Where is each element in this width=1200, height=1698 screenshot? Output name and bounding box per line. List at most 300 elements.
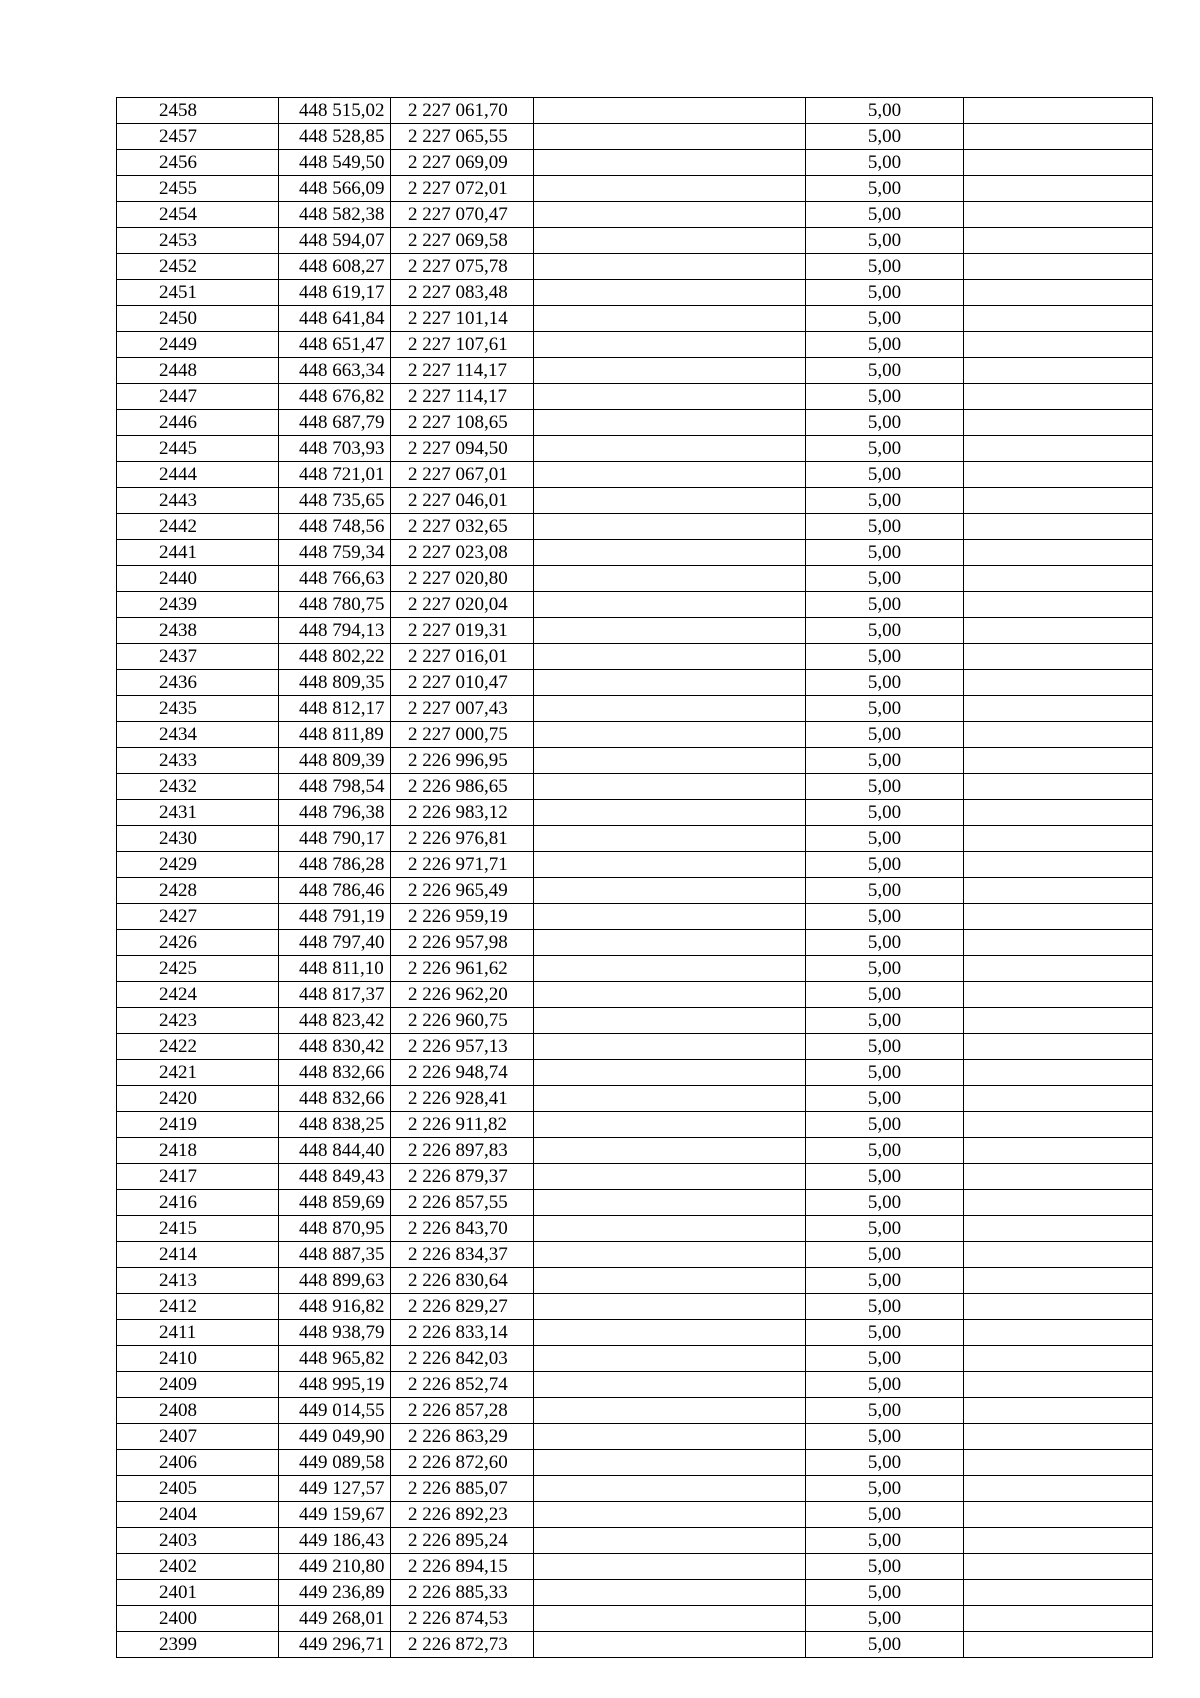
empty-cell [964, 774, 1153, 800]
empty-cell [534, 1190, 806, 1216]
empty-cell [534, 1216, 806, 1242]
x-coordinate-cell: 448 549,50 [279, 150, 391, 176]
table-row [117, 670, 1153, 696]
value-cell: 5,00 [806, 1554, 964, 1580]
value-cell: 5,00 [806, 722, 964, 748]
point-number-cell: 2447 [117, 384, 279, 410]
x-coordinate-cell: 448 766,63 [279, 566, 391, 592]
x-coordinate-cell: 448 817,37 [279, 982, 391, 1008]
value-cell: 5,00 [806, 1632, 964, 1658]
point-number-cell: 2440 [117, 566, 279, 592]
value-cell: 5,00 [806, 436, 964, 462]
table-row [117, 930, 1153, 956]
point-number-cell: 2430 [117, 826, 279, 852]
empty-cell [534, 1242, 806, 1268]
empty-cell [534, 1580, 806, 1606]
x-coordinate-cell: 448 582,38 [279, 202, 391, 228]
empty-cell [964, 1554, 1153, 1580]
y-coordinate-cell: 2 226 833,14 [391, 1320, 534, 1346]
empty-cell [534, 124, 806, 150]
x-coordinate-cell: 448 566,09 [279, 176, 391, 202]
value-cell: 5,00 [806, 202, 964, 228]
y-coordinate-cell: 2 227 061,70 [391, 98, 534, 124]
empty-cell [534, 1008, 806, 1034]
value-cell: 5,00 [806, 176, 964, 202]
x-coordinate-cell: 448 797,40 [279, 930, 391, 956]
value-cell: 5,00 [806, 1606, 964, 1632]
empty-cell [534, 1268, 806, 1294]
x-coordinate-cell: 448 651,47 [279, 332, 391, 358]
point-number-cell: 2431 [117, 800, 279, 826]
value-cell: 5,00 [806, 358, 964, 384]
table-row [117, 254, 1153, 280]
empty-cell [964, 982, 1153, 1008]
y-coordinate-cell: 2 226 897,83 [391, 1138, 534, 1164]
value-cell: 5,00 [806, 254, 964, 280]
point-number-cell: 2414 [117, 1242, 279, 1268]
point-number-cell: 2418 [117, 1138, 279, 1164]
x-coordinate-cell: 448 528,85 [279, 124, 391, 150]
point-number-cell: 2437 [117, 644, 279, 670]
point-number-cell: 2417 [117, 1164, 279, 1190]
empty-cell [534, 410, 806, 436]
table-row [117, 1034, 1153, 1060]
y-coordinate-cell: 2 227 075,78 [391, 254, 534, 280]
point-number-cell: 2445 [117, 436, 279, 462]
table-row [117, 1398, 1153, 1424]
table-row [117, 98, 1153, 124]
empty-cell [534, 878, 806, 904]
empty-cell [534, 332, 806, 358]
x-coordinate-cell: 448 687,79 [279, 410, 391, 436]
empty-cell [534, 1606, 806, 1632]
point-number-cell: 2408 [117, 1398, 279, 1424]
x-coordinate-cell: 448 608,27 [279, 254, 391, 280]
x-coordinate-cell: 448 995,19 [279, 1372, 391, 1398]
x-coordinate-cell: 449 210,80 [279, 1554, 391, 1580]
empty-cell [534, 254, 806, 280]
table-row [117, 1216, 1153, 1242]
empty-cell [534, 1632, 806, 1658]
empty-cell [964, 1476, 1153, 1502]
point-number-cell: 2438 [117, 618, 279, 644]
x-coordinate-cell: 448 830,42 [279, 1034, 391, 1060]
point-number-cell: 2420 [117, 1086, 279, 1112]
table-row [117, 1502, 1153, 1528]
point-number-cell: 2454 [117, 202, 279, 228]
value-cell: 5,00 [806, 384, 964, 410]
empty-cell [964, 1424, 1153, 1450]
value-cell: 5,00 [806, 1034, 964, 1060]
x-coordinate-cell: 448 721,01 [279, 462, 391, 488]
empty-cell [534, 670, 806, 696]
x-coordinate-cell: 448 811,10 [279, 956, 391, 982]
y-coordinate-cell: 2 227 072,01 [391, 176, 534, 202]
table-row [117, 618, 1153, 644]
value-cell: 5,00 [806, 306, 964, 332]
empty-cell [964, 384, 1153, 410]
x-coordinate-cell: 448 812,17 [279, 696, 391, 722]
empty-cell [964, 852, 1153, 878]
empty-cell [964, 1502, 1153, 1528]
point-number-cell: 2453 [117, 228, 279, 254]
empty-cell [964, 358, 1153, 384]
x-coordinate-cell: 448 786,46 [279, 878, 391, 904]
point-number-cell: 2449 [117, 332, 279, 358]
y-coordinate-cell: 2 226 948,74 [391, 1060, 534, 1086]
empty-cell [964, 644, 1153, 670]
empty-cell [964, 332, 1153, 358]
x-coordinate-cell: 448 938,79 [279, 1320, 391, 1346]
empty-cell [964, 124, 1153, 150]
table-row [117, 1190, 1153, 1216]
empty-cell [964, 878, 1153, 904]
empty-cell [964, 566, 1153, 592]
value-cell: 5,00 [806, 852, 964, 878]
table-row [117, 488, 1153, 514]
empty-cell [534, 1450, 806, 1476]
y-coordinate-cell: 2 226 976,81 [391, 826, 534, 852]
empty-cell [534, 462, 806, 488]
empty-cell [534, 1112, 806, 1138]
empty-cell [534, 1554, 806, 1580]
table-row [117, 1424, 1153, 1450]
x-coordinate-cell: 448 748,56 [279, 514, 391, 540]
table-row [117, 1294, 1153, 1320]
empty-cell [534, 1476, 806, 1502]
empty-cell [964, 1528, 1153, 1554]
empty-cell [534, 956, 806, 982]
x-coordinate-cell: 448 703,93 [279, 436, 391, 462]
point-number-cell: 2439 [117, 592, 279, 618]
x-coordinate-cell: 449 089,58 [279, 1450, 391, 1476]
value-cell: 5,00 [806, 566, 964, 592]
table-row [117, 462, 1153, 488]
x-coordinate-cell: 448 965,82 [279, 1346, 391, 1372]
table-row [117, 1346, 1153, 1372]
table-row [117, 332, 1153, 358]
empty-cell [964, 1138, 1153, 1164]
x-coordinate-cell: 448 802,22 [279, 644, 391, 670]
empty-cell [964, 618, 1153, 644]
table-row [117, 1320, 1153, 1346]
empty-cell [964, 1268, 1153, 1294]
value-cell: 5,00 [806, 904, 964, 930]
x-coordinate-cell: 448 859,69 [279, 1190, 391, 1216]
point-number-cell: 2423 [117, 1008, 279, 1034]
table-row [117, 956, 1153, 982]
empty-cell [534, 1086, 806, 1112]
empty-cell [534, 1528, 806, 1554]
table-row [117, 1242, 1153, 1268]
table-row [117, 644, 1153, 670]
y-coordinate-cell: 2 226 843,70 [391, 1216, 534, 1242]
x-coordinate-cell: 448 832,66 [279, 1060, 391, 1086]
empty-cell [534, 150, 806, 176]
point-number-cell: 2448 [117, 358, 279, 384]
table-row [117, 592, 1153, 618]
x-coordinate-cell: 448 791,19 [279, 904, 391, 930]
empty-cell [964, 1164, 1153, 1190]
y-coordinate-cell: 2 226 961,62 [391, 956, 534, 982]
y-coordinate-cell: 2 226 959,19 [391, 904, 534, 930]
y-coordinate-cell: 2 226 852,74 [391, 1372, 534, 1398]
point-number-cell: 2403 [117, 1528, 279, 1554]
empty-cell [534, 540, 806, 566]
empty-cell [534, 1034, 806, 1060]
y-coordinate-cell: 2 227 094,50 [391, 436, 534, 462]
x-coordinate-cell: 448 849,43 [279, 1164, 391, 1190]
value-cell: 5,00 [806, 670, 964, 696]
empty-cell [964, 1008, 1153, 1034]
x-coordinate-cell: 448 887,35 [279, 1242, 391, 1268]
empty-cell [964, 410, 1153, 436]
value-cell: 5,00 [806, 488, 964, 514]
x-coordinate-cell: 449 186,43 [279, 1528, 391, 1554]
y-coordinate-cell: 2 227 107,61 [391, 332, 534, 358]
empty-cell [534, 722, 806, 748]
y-coordinate-cell: 2 226 892,23 [391, 1502, 534, 1528]
point-number-cell: 2400 [117, 1606, 279, 1632]
value-cell: 5,00 [806, 696, 964, 722]
y-coordinate-cell: 2 227 114,17 [391, 358, 534, 384]
y-coordinate-cell: 2 227 023,08 [391, 540, 534, 566]
empty-cell [534, 1346, 806, 1372]
x-coordinate-cell: 449 236,89 [279, 1580, 391, 1606]
empty-cell [964, 1632, 1153, 1658]
table-row [117, 280, 1153, 306]
y-coordinate-cell: 2 226 971,71 [391, 852, 534, 878]
point-number-cell: 2455 [117, 176, 279, 202]
y-coordinate-cell: 2 227 016,01 [391, 644, 534, 670]
x-coordinate-cell: 448 809,35 [279, 670, 391, 696]
value-cell: 5,00 [806, 1580, 964, 1606]
empty-cell [964, 1086, 1153, 1112]
empty-cell [964, 930, 1153, 956]
value-cell: 5,00 [806, 462, 964, 488]
x-coordinate-cell: 448 798,54 [279, 774, 391, 800]
x-coordinate-cell: 448 916,82 [279, 1294, 391, 1320]
y-coordinate-cell: 2 227 101,14 [391, 306, 534, 332]
point-number-cell: 2422 [117, 1034, 279, 1060]
value-cell: 5,00 [806, 1294, 964, 1320]
y-coordinate-cell: 2 226 960,75 [391, 1008, 534, 1034]
y-coordinate-cell: 2 226 895,24 [391, 1528, 534, 1554]
empty-cell [964, 1346, 1153, 1372]
empty-cell [964, 202, 1153, 228]
table-row [117, 566, 1153, 592]
point-number-cell: 2410 [117, 1346, 279, 1372]
value-cell: 5,00 [806, 1398, 964, 1424]
point-number-cell: 2443 [117, 488, 279, 514]
table-row [117, 904, 1153, 930]
value-cell: 5,00 [806, 1502, 964, 1528]
empty-cell [964, 150, 1153, 176]
point-number-cell: 2399 [117, 1632, 279, 1658]
point-number-cell: 2402 [117, 1554, 279, 1580]
value-cell: 5,00 [806, 982, 964, 1008]
empty-cell [964, 1060, 1153, 1086]
table-row [117, 878, 1153, 904]
empty-cell [534, 982, 806, 1008]
table-row [117, 852, 1153, 878]
empty-cell [964, 176, 1153, 202]
y-coordinate-cell: 2 226 983,12 [391, 800, 534, 826]
point-number-cell: 2441 [117, 540, 279, 566]
empty-cell [534, 774, 806, 800]
y-coordinate-cell: 2 227 065,55 [391, 124, 534, 150]
empty-cell [534, 202, 806, 228]
table-row [117, 202, 1153, 228]
value-cell: 5,00 [806, 748, 964, 774]
y-coordinate-cell: 2 226 872,60 [391, 1450, 534, 1476]
table-row [117, 774, 1153, 800]
point-number-cell: 2409 [117, 1372, 279, 1398]
point-number-cell: 2428 [117, 878, 279, 904]
y-coordinate-cell: 2 226 830,64 [391, 1268, 534, 1294]
empty-cell [534, 306, 806, 332]
table-row [117, 1476, 1153, 1502]
value-cell: 5,00 [806, 1216, 964, 1242]
value-cell: 5,00 [806, 1060, 964, 1086]
y-coordinate-cell: 2 226 957,13 [391, 1034, 534, 1060]
value-cell: 5,00 [806, 540, 964, 566]
y-coordinate-cell: 2 226 986,65 [391, 774, 534, 800]
x-coordinate-cell: 448 594,07 [279, 228, 391, 254]
empty-cell [964, 592, 1153, 618]
point-number-cell: 2413 [117, 1268, 279, 1294]
point-number-cell: 2404 [117, 1502, 279, 1528]
y-coordinate-cell: 2 226 996,95 [391, 748, 534, 774]
y-coordinate-cell: 2 226 928,41 [391, 1086, 534, 1112]
empty-cell [534, 436, 806, 462]
x-coordinate-cell: 449 014,55 [279, 1398, 391, 1424]
y-coordinate-cell: 2 226 874,53 [391, 1606, 534, 1632]
value-cell: 5,00 [806, 1528, 964, 1554]
y-coordinate-cell: 2 227 069,58 [391, 228, 534, 254]
point-number-cell: 2426 [117, 930, 279, 956]
y-coordinate-cell: 2 227 007,43 [391, 696, 534, 722]
table-row [117, 800, 1153, 826]
empty-cell [964, 826, 1153, 852]
empty-cell [534, 280, 806, 306]
table-row [117, 1138, 1153, 1164]
point-number-cell: 2451 [117, 280, 279, 306]
value-cell: 5,00 [806, 1450, 964, 1476]
x-coordinate-cell: 448 832,66 [279, 1086, 391, 1112]
value-cell: 5,00 [806, 1372, 964, 1398]
empty-cell [964, 436, 1153, 462]
y-coordinate-cell: 2 226 965,49 [391, 878, 534, 904]
table-row [117, 1268, 1153, 1294]
empty-cell [964, 904, 1153, 930]
point-number-cell: 2436 [117, 670, 279, 696]
point-number-cell: 2450 [117, 306, 279, 332]
value-cell: 5,00 [806, 1112, 964, 1138]
empty-cell [534, 228, 806, 254]
empty-cell [964, 462, 1153, 488]
x-coordinate-cell: 448 796,38 [279, 800, 391, 826]
y-coordinate-cell: 2 227 108,65 [391, 410, 534, 436]
x-coordinate-cell: 448 676,82 [279, 384, 391, 410]
empty-cell [964, 748, 1153, 774]
y-coordinate-cell: 2 226 885,33 [391, 1580, 534, 1606]
empty-cell [964, 306, 1153, 332]
value-cell: 5,00 [806, 1320, 964, 1346]
empty-cell [964, 540, 1153, 566]
value-cell: 5,00 [806, 124, 964, 150]
empty-cell [534, 748, 806, 774]
table-row [117, 982, 1153, 1008]
table-row [117, 410, 1153, 436]
x-coordinate-cell: 448 786,28 [279, 852, 391, 878]
value-cell: 5,00 [806, 1346, 964, 1372]
empty-cell [964, 254, 1153, 280]
empty-cell [534, 800, 806, 826]
point-number-cell: 2424 [117, 982, 279, 1008]
point-number-cell: 2421 [117, 1060, 279, 1086]
empty-cell [534, 592, 806, 618]
table-row [117, 1580, 1153, 1606]
point-number-cell: 2442 [117, 514, 279, 540]
coordinates-table-body [117, 98, 1153, 1658]
empty-cell [534, 176, 806, 202]
y-coordinate-cell: 2 226 857,55 [391, 1190, 534, 1216]
empty-cell [964, 722, 1153, 748]
value-cell: 5,00 [806, 410, 964, 436]
point-number-cell: 2419 [117, 1112, 279, 1138]
point-number-cell: 2411 [117, 1320, 279, 1346]
value-cell: 5,00 [806, 618, 964, 644]
table-row [117, 826, 1153, 852]
y-coordinate-cell: 2 226 842,03 [391, 1346, 534, 1372]
empty-cell [964, 1580, 1153, 1606]
value-cell: 5,00 [806, 1476, 964, 1502]
empty-cell [964, 800, 1153, 826]
point-number-cell: 2446 [117, 410, 279, 436]
empty-cell [534, 1398, 806, 1424]
empty-cell [534, 904, 806, 930]
empty-cell [964, 956, 1153, 982]
point-number-cell: 2416 [117, 1190, 279, 1216]
y-coordinate-cell: 2 227 083,48 [391, 280, 534, 306]
table-row [117, 124, 1153, 150]
y-coordinate-cell: 2 227 000,75 [391, 722, 534, 748]
y-coordinate-cell: 2 227 010,47 [391, 670, 534, 696]
x-coordinate-cell: 448 759,34 [279, 540, 391, 566]
y-coordinate-cell: 2 226 962,20 [391, 982, 534, 1008]
table-row [117, 1632, 1153, 1658]
y-coordinate-cell: 2 226 879,37 [391, 1164, 534, 1190]
point-number-cell: 2434 [117, 722, 279, 748]
point-number-cell: 2401 [117, 1580, 279, 1606]
value-cell: 5,00 [806, 280, 964, 306]
empty-cell [534, 1060, 806, 1086]
point-number-cell: 2433 [117, 748, 279, 774]
empty-cell [534, 514, 806, 540]
empty-cell [964, 1034, 1153, 1060]
value-cell: 5,00 [806, 878, 964, 904]
table-row [117, 306, 1153, 332]
y-coordinate-cell: 2 226 957,98 [391, 930, 534, 956]
point-number-cell: 2458 [117, 98, 279, 124]
empty-cell [964, 670, 1153, 696]
value-cell: 5,00 [806, 644, 964, 670]
y-coordinate-cell: 2 226 857,28 [391, 1398, 534, 1424]
empty-cell [964, 1216, 1153, 1242]
empty-cell [964, 1450, 1153, 1476]
table-row [117, 1606, 1153, 1632]
